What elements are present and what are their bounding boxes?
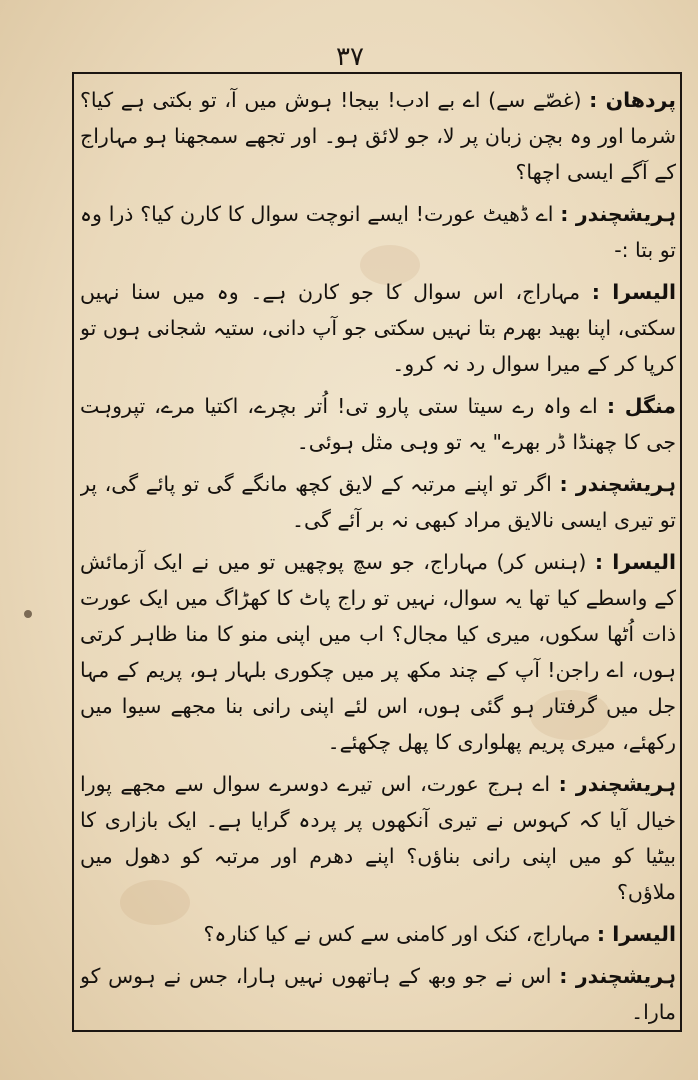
dialogue-paragraph [80, 196, 676, 268]
speech-text: اے واہ رے سیتا ستی پارو تی! اُتر بچرے، اکتیا مرے، تپروہت جی کا چھنڈا ڈر بھرے" یہ تو وہی مثل ہوئی۔ [80, 394, 676, 454]
speech-text: مہاراج، اس سوال کا جو کارن ہے۔ وہ میں سنا نہیں سکتی، اپنا بھید بھرم بتا نہیں سکتی جو آپ دانی، ستیہ شجانی ہوں تو کرپا کر کے میرا سوال رد نہ کرو۔ [80, 280, 676, 376]
binding-hole [24, 610, 32, 618]
dialogue-paragraph [80, 916, 676, 952]
dialogue-paragraph [80, 544, 676, 760]
speaker-name: ہریشچندر : [560, 202, 676, 226]
speaker-name: ہریشچندر : [559, 964, 676, 988]
dialogue-paragraph [80, 958, 676, 1027]
speaker-name: ہریشچندر : [559, 472, 676, 496]
speaker-name: الیسرا : [594, 550, 676, 574]
speaker-name: ہریشچندر : [558, 772, 676, 796]
dialogue-paragraph [80, 82, 676, 190]
speaker-name: الیسرا : [596, 922, 676, 946]
dialogue-text [80, 82, 676, 1027]
speech-text: (غصّے سے) اے بے ادب! بیجا! ہوش میں آ، تو بکتی ہے کیا؟ شرما اور وہ بچن زبان پر لا، جو لائق ہو۔ اور تجھے سمجھنا ہو مہاراج کے آگے ایسی اچھا؟ [80, 88, 676, 184]
speech-text: اگر تو اپنے مرتبہ کے لایق کچھ مانگے گی تو پائے گی، پر تو تیری ایسی نالایق مراد کبھی نہ بر آئے گی۔ [80, 472, 676, 532]
speech-text: اے ڈھیٹ عورت! ایسے انوچت سوال کا کارن کیا؟ ذرا وہ تو بتا :- [80, 202, 676, 262]
speech-text: اس نے جو وبھ کے ہاتھوں نہیں ہارا، جس نے ہوس کو مارا۔ [80, 964, 676, 1024]
dialogue-paragraph [80, 274, 676, 382]
speech-text: (ہنس کر) مہاراج، جو سچ پوچھیں تو میں نے ایک آزمائش کے واسطے کیا تھا یہ سوال، نہیں تو راج پاٹ کا کھڑاگ میں ایک عورت ذات اُٹھا سکوں، میری کیا مجال؟ اب میں اپنی منو کا منا ظاہر کرتی ہوں، اے راجن! آپ کے چند مکھ پر میں چکوری بلہار ہو، پریم کے مہا جل میں گرفتار ہو گئی ہوں، اس لئے اپنی رانی بنا مجھے سیوا میں رکھئے، میری پریم پھلواری کا پھل چکھئے۔ [80, 550, 676, 754]
speech-text: اے ہرج عورت، اس تیرے دوسرے سوال سے مجھے پورا خیال آیا کہ کہوس نے تیری آنکھوں پر پردہ گرایا ہے۔ ایک بازاری کا بیٹیا کو میں اپنی رانی بناؤں؟ اپنے دھرم اور مرتبہ کو دھول میں ملاؤں؟ [80, 772, 676, 904]
page-number: ۳۷ [336, 42, 364, 72]
dialogue-paragraph [80, 766, 676, 910]
speaker-name: پردھان : [589, 88, 676, 112]
speech-text: مہاراج، کنک اور کامنی سے کس نے کیا کنارہ؟ [203, 922, 591, 946]
speaker-name: منگل : [606, 394, 676, 418]
dialogue-paragraph [80, 466, 676, 538]
speaker-name: الیسرا : [591, 280, 676, 304]
dialogue-paragraph [80, 388, 676, 460]
